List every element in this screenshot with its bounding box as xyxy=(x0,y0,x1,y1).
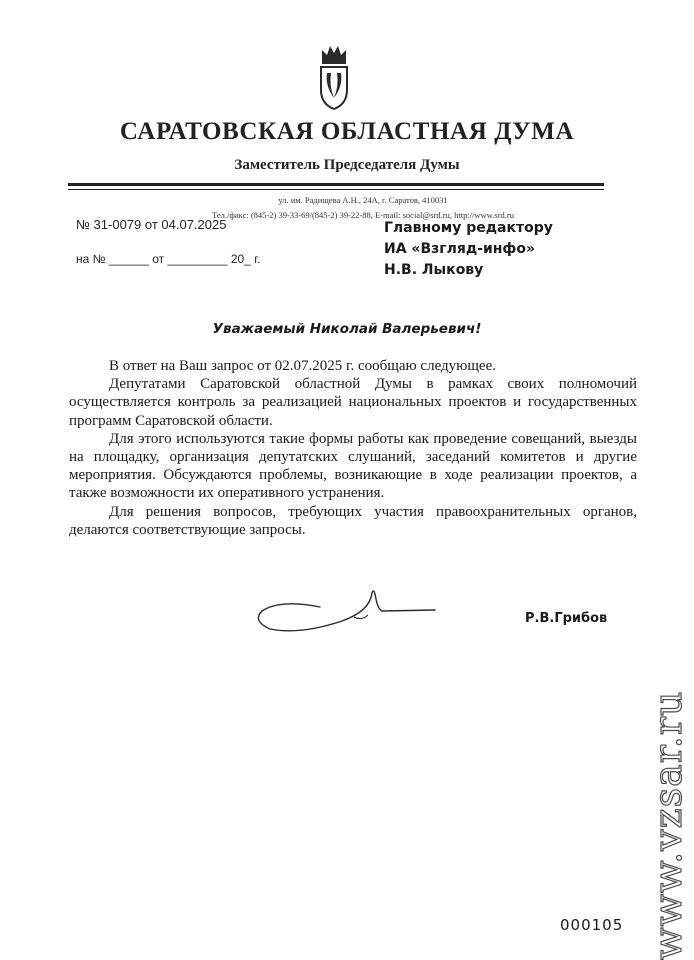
signatory-name: Р.В.Грибов xyxy=(525,611,608,626)
incoming-reference: на № ______ от _________ 20_ г. xyxy=(76,252,261,266)
body-paragraph: Для этого используются такие формы работы как проведение совещаний, выезды на площадку, организация депутатских слушаний, заседаний комитетов и другие мероприятия. Обсуждаются проблемы, возникающие в ходе реализации проектов, а также возможности их оперативного устранения. xyxy=(69,430,637,502)
recipient-line: Главному редактору xyxy=(384,220,553,236)
saratov-coat-of-arms-icon xyxy=(314,42,354,112)
header-divider-thin xyxy=(68,189,604,190)
position-subtitle: Заместитель Председателя Думы xyxy=(234,157,460,173)
header-divider-thick xyxy=(68,183,604,186)
recipient-line: Н.В. Лыкову xyxy=(384,262,484,278)
letter-body xyxy=(69,357,637,539)
body-paragraph: В ответ на Ваш запрос от 02.07.2025 г. сообщаю следующее. xyxy=(109,358,496,374)
watermark: www.vzsar.ru xyxy=(646,690,690,960)
organization-title: САРАТОВСКАЯ ОБЛАСТНАЯ ДУМА xyxy=(119,118,575,145)
outgoing-reference: № 31-0079 от 04.07.2025 xyxy=(76,217,227,232)
recipient-line: ИА «Взгляд-инфо» xyxy=(384,241,535,257)
handwritten-signature xyxy=(250,585,440,645)
body-paragraph: Депутатами Саратовской областной Думы в рамках своих полномочий осуществляется контроль за реализацией национальных проектов и государственных программ Саратовской области. xyxy=(69,376,637,429)
address-line: ул. им. Радищева А.Н., 24А, г. Саратов, 410031 xyxy=(278,195,448,205)
document-number: 000105 xyxy=(560,916,624,934)
recipient-block xyxy=(384,218,553,281)
contacts-line: Тел./факс: (845-2) 39-33-69/(845-2) 39-22-88, E-mail: social@srd.ru, http://www.srd.ru xyxy=(212,210,514,220)
body-paragraph: Для решения вопросов, требующих участия правоохранительных органов, делаются соответствующие запросы. xyxy=(69,503,637,538)
salutation: Уважаемый Николай Валерьевич! xyxy=(212,321,482,337)
